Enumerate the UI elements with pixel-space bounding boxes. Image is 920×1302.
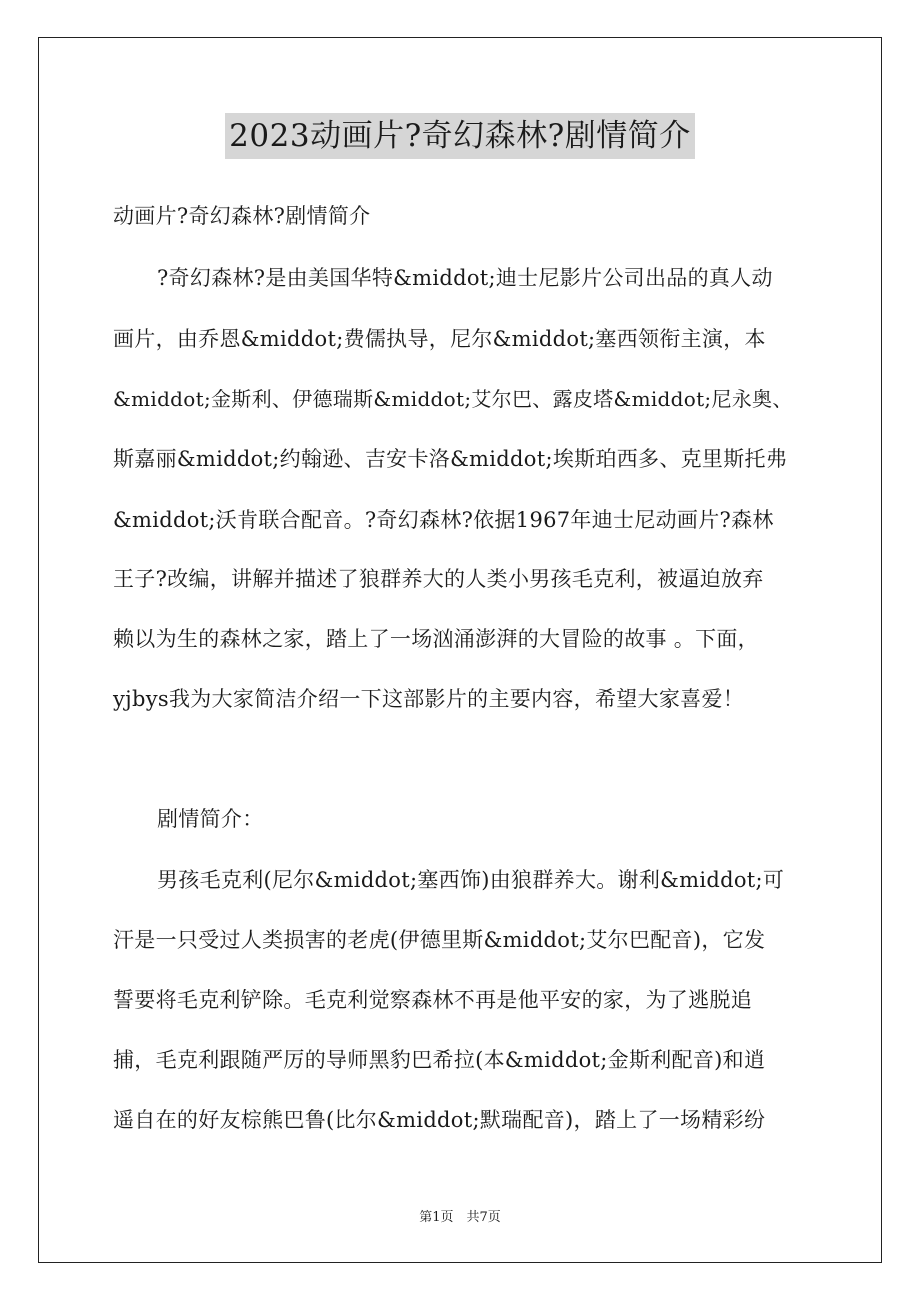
title-block [0,113,920,159]
intro-line: 画片，由乔恩&middot;费儒执导，尼尔&middot;塞西领衔主演，本 [113,327,766,351]
intro-line: &middot;沃肯联合配音。?奇幻森林?依据1967年迪士尼动画片?森林 [113,508,774,532]
section-heading: 剧情简介： [157,807,264,831]
page-footer: 第1页 共7页 [419,1210,501,1225]
plot-line: 男孩毛克利(尼尔&middot;塞西饰)由狼群养大。谢利&middot;可 [157,868,785,892]
intro-line: ?奇幻森林?是由美国华特&middot;迪士尼影片公司出品的真人动 [157,266,773,290]
document-title: 2023动画片?奇幻森林?剧情简介 [225,113,695,159]
intro-line: 斯嘉丽&middot;约翰逊、吉安卡洛&middot;埃斯珀西多、克里斯托弗 [113,447,788,471]
plot-line: 捕，毛克利跟随严厉的导师黑豹巴希拉(本&middot;金斯利配音)和逍 [113,1048,766,1072]
plot-line: 遥自在的好友棕熊巴鲁(比尔&middot;默瑞配音)，踏上了一场精彩纷 [113,1108,766,1132]
intro-line: 王子?改编，讲解并描述了狼群养大的人类小男孩毛克利，被逼迫放弃 [113,567,764,591]
plot-line: 汗是一只受过人类损害的老虎(伊德里斯&middot;艾尔巴配音)，它发 [113,928,766,952]
intro-line: &middot;金斯利、伊德瑞斯&middot;艾尔巴、露皮塔&middot;尼永奥、 [113,387,793,411]
intro-line: 赖以为生的森林之家，踏上了一场汹涌澎湃的大冒险的故事 。下面， [113,627,759,651]
plot-line: 誓要将毛克利铲除。毛克利觉察森林不再是他平安的家，为了逃脱追 [113,988,752,1012]
intro-line: yjbys我为大家简洁介绍一下这部影片的主要内容，希望大家喜爱！ [113,687,745,711]
subtitle: 动画片?奇幻森林?剧情简介 [113,204,371,228]
